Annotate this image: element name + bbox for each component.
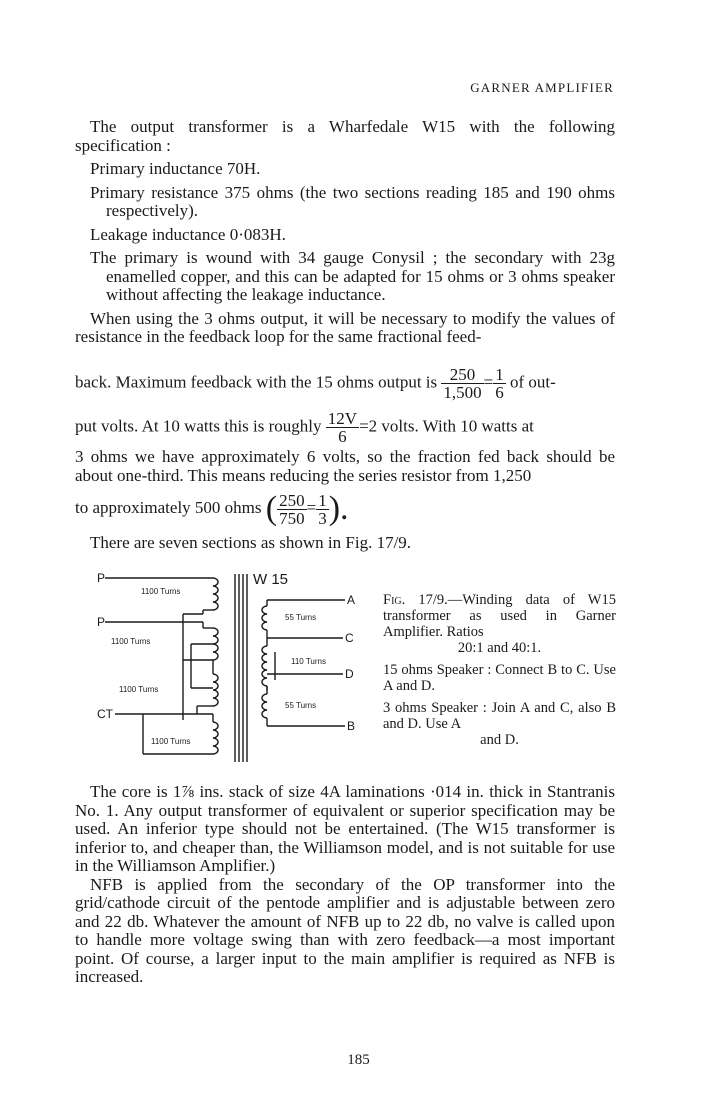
paragraph-core: The core is 1⅞ ins. stack of size 4A laminations ·014 in. thick in Stantranis No. 1. Any output transformer of equivalent or superior specification may be used. An inferior type should not be entertained. (The W15 transformer is inferior to, and cheaper than, the Williamson model, and is not suitable for use in the Williamson Amplifier.) xyxy=(75,782,615,875)
text-block-bottom xyxy=(75,783,615,987)
equals-sign: = xyxy=(483,372,494,392)
paragraph-transformer-intro: The output transformer is a Wharfedale W15 with the following specification : xyxy=(75,117,615,155)
fraction-numerator: 1 xyxy=(495,365,504,384)
spec-leakage-inductance: Leakage inductance 0·083H. xyxy=(90,224,286,244)
fraction-250-1500 xyxy=(441,366,483,401)
fraction-denominator: 3 xyxy=(318,508,327,528)
caption-title xyxy=(383,592,616,640)
fraction-12v-6 xyxy=(326,410,359,445)
fraction-denominator: 6 xyxy=(338,427,347,446)
fraction-numerator: 12V xyxy=(327,409,358,428)
caption-3-ohm: 3 ohms Speaker : Join A and C, also B and D. Use A xyxy=(383,700,616,732)
paragraph-feedback: When using the 3 ohms output, it will be necessary to modify the values of resistance in the feedback loop for the same fractional feed- xyxy=(75,308,615,346)
equation-line-feedback-fraction xyxy=(75,366,615,401)
spec-primary-resistance: Primary resistance 375 ohms (the two sections reading 185 and 190 ohms respectively). xyxy=(90,182,615,220)
caption-text: —Winding data of W15 transformer as used in Garner Amplifier. Ratios xyxy=(383,592,616,640)
caption-ratios: 20:1 and 40:1. xyxy=(457,640,542,656)
turns-label-primary-4: 1100 Turns xyxy=(151,737,191,746)
fraction-numerator: 250 xyxy=(279,490,305,510)
equation-line-resistor xyxy=(75,490,615,528)
fraction-1-6 xyxy=(493,366,506,401)
page-number: 185 xyxy=(347,1052,370,1068)
equation-line-volts xyxy=(75,410,615,445)
fraction-1-3 xyxy=(316,492,329,527)
equation-text: back. Maximum feedback with the 15 ohms output is xyxy=(75,372,438,392)
terminal-ct: CT xyxy=(97,707,113,721)
equation-text: of out- xyxy=(509,372,556,392)
equals-sign: = xyxy=(306,497,317,517)
turns-label-primary-2: 1100 Turns xyxy=(111,637,151,646)
spec-primary-inductance: Primary inductance 70H. xyxy=(90,159,261,178)
turns-label-secondary-1: 55 Turns xyxy=(285,613,317,622)
turns-label-secondary-3: 55 Turns xyxy=(285,701,317,710)
fraction-denominator: 750 xyxy=(279,508,305,528)
terminal-c: C xyxy=(345,631,354,645)
paragraph-nfb: NFB is applied from the secondary of the OP transformer into the grid/cathode circuit of the pentode amplifier and is adjustable between zero and 22 db. Whatever the amount of NFB up to 22 db, no valve is called upon to handle more voltage swing than with zero feedback—a most important point. Of course, a larger input to the main amplifier is required as NFB is increased. xyxy=(75,874,615,986)
fraction-250-750 xyxy=(277,492,307,527)
text-block-middle xyxy=(75,448,615,485)
fraction-numerator: 250 xyxy=(441,366,483,384)
text-block-top xyxy=(75,118,615,347)
winding-diagram xyxy=(95,570,375,768)
text-block-sections xyxy=(75,534,615,553)
turns-label-primary-3: 1100 Turns xyxy=(119,685,159,694)
equation-text: to approximately 500 ohms xyxy=(75,497,262,517)
paragraph-three-ohms: 3 ohms we have approximately 6 volts, so the fraction fed back should be about one-third. This means reducing the series resistor from 1,250 xyxy=(75,447,615,485)
terminal-p-mid: P xyxy=(97,615,106,629)
equation-text: put volts. At 10 watts this is roughly xyxy=(75,416,322,436)
turns-label-primary-1: 1100 Turns xyxy=(141,587,181,596)
terminal-a: A xyxy=(347,593,356,607)
figure-caption xyxy=(383,592,616,748)
fraction-denominator: 1,500 xyxy=(443,383,482,402)
fraction-numerator: 1 xyxy=(318,490,327,510)
close-paren: ). xyxy=(328,490,349,527)
equation-text: =2 volts. With 10 watts at xyxy=(359,416,534,436)
turns-label-secondary-2: 110 Turns xyxy=(291,657,326,666)
open-paren: ( xyxy=(265,490,278,527)
terminal-p-top: P xyxy=(97,571,106,585)
terminal-d: D xyxy=(345,667,354,681)
spec-winding-wire: The primary is wound with 34 gauge Conysil ; the secondary with 23g enamelled copper, and this can be adapted for 15 ohms or 3 ohms speaker without affecting the leakage inductance. xyxy=(90,248,615,304)
fraction-denominator: 6 xyxy=(495,383,504,402)
paragraph-seven-sections: There are seven sections as shown in Fig. 17/9. xyxy=(90,533,412,552)
terminal-b: B xyxy=(347,719,356,733)
caption-3-ohm-cont: and D. xyxy=(480,732,519,748)
caption-15-ohm: 15 ohms Speaker : Connect B to C. Use A and D. xyxy=(383,662,616,694)
figure-label: Fig. 17/9. xyxy=(383,592,448,608)
running-header: GARNER AMPLIFIER xyxy=(470,80,614,95)
diagram-title: W 15 xyxy=(253,571,289,588)
